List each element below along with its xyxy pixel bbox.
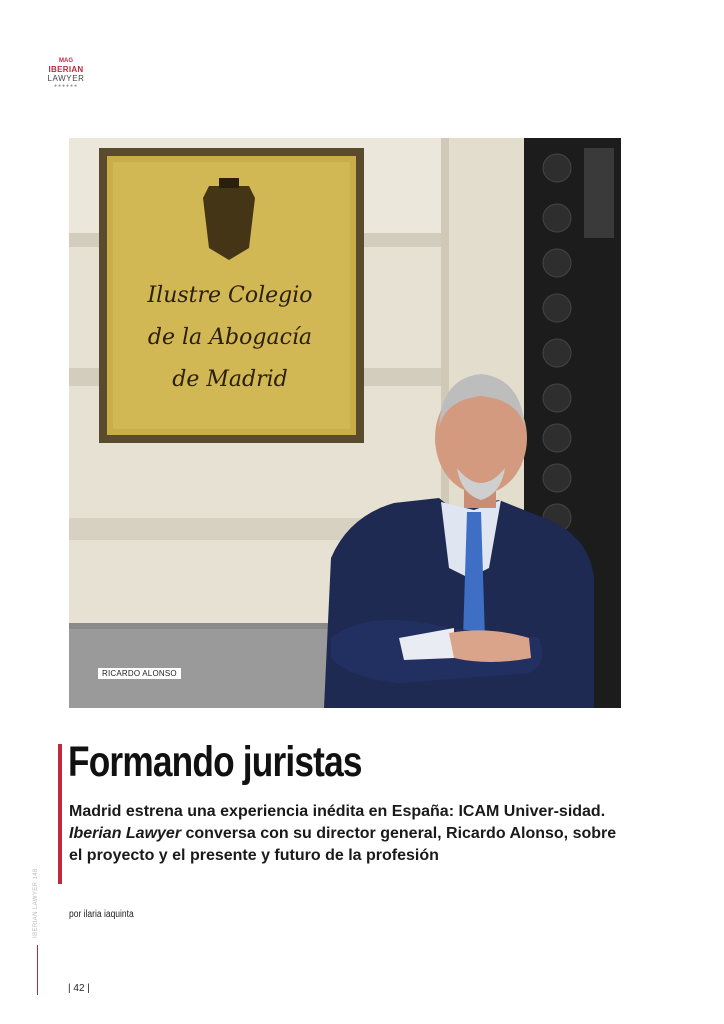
page-number: | 42 | <box>68 983 90 994</box>
plaque-inscription <box>120 275 340 401</box>
issue-label-text: IBERIAN LAWYER 148 <box>33 868 39 938</box>
plaque-line: Ilustre Colegio <box>147 283 313 308</box>
subtitle-text-cont: conversa con su director general, Ricardo Alonso, sobre el proyecto y el presente y futuro de la profesión <box>69 825 617 864</box>
subtitle-magazine-name: Iberian Lawyer <box>69 825 182 842</box>
hero-photo <box>69 138 621 708</box>
title-accent-bar <box>58 744 62 884</box>
article-byline: por ilaria iaquinta <box>69 909 134 920</box>
logo-mag-text: MAG <box>59 58 73 64</box>
logo-dots: ●●●●●● <box>53 83 79 89</box>
logo-sub-text: LAWYER <box>47 74 85 83</box>
plaque-line: de Madrid <box>172 367 288 392</box>
logo-brand-text: IBERIAN <box>48 65 84 74</box>
photo-caption: RICARDO ALONSO <box>98 668 181 679</box>
article-subtitle <box>69 801 619 867</box>
subtitle-text: Madrid estrena una experiencia inédita en España: ICAM Univer-sidad. <box>69 803 606 820</box>
article-title: Formando juristas <box>68 738 362 786</box>
plaque-line: de la Abogacía <box>147 325 313 350</box>
margin-rule <box>37 945 38 995</box>
issue-label <box>33 868 43 938</box>
magazine-logo <box>46 58 86 89</box>
